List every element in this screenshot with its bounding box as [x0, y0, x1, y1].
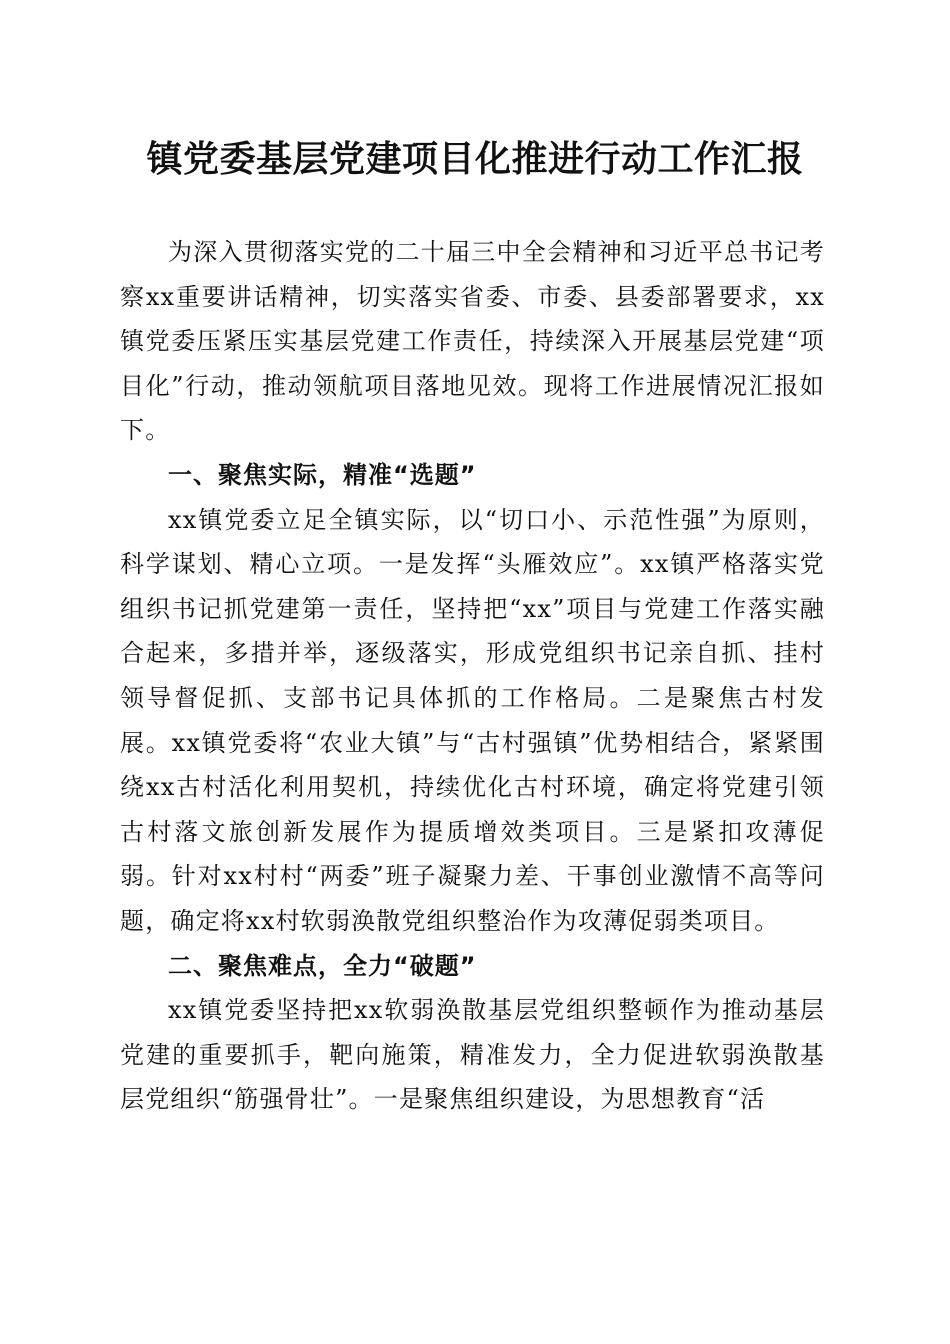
document-body: [120, 230, 825, 1122]
document-title: 镇党委基层党建项目化推进行动工作汇报: [146, 138, 804, 180]
section-heading-2: 二、聚焦难点，全力“破题”: [168, 951, 477, 980]
section-heading-1: 一、聚焦实际，精准“选题”: [168, 460, 477, 489]
section-paragraph-2: xx镇党委坚持把xx软弱涣散基层党组织整顿作为推动基层党建的重要抓手，靶向施策，精准发力，全力促进软弱涣散基层党组织“筋强骨壮”。一是聚焦组织建设，为思想教育“活: [120, 996, 825, 1114]
intro-paragraph: 为深入贯彻落实党的二十届三中全会精神和习近平总书记考察xx重要讲话精神，切实落实省委、市委、县委部署要求，xx镇党委压紧压实基层党建工作责任，持续深入开展基层党建“项目化”行动，推动领航项目落地见效。现将工作进展情况汇报如下。: [120, 238, 825, 445]
section-paragraph-1: xx镇党委立足全镇实际，以“切口小、示范性强”为原则，科学谋划、精心立项。一是发挥“头雁效应”。xx镇严格落实党组织书记抓党建第一责任，坚持把“xx”项目与党建工作落实融合起来，多措并举，逐级落实，形成党组织书记亲自抓、挂村领导督促抓、支部书记具体抓的工作格局。二是聚焦古村发展。xx镇党委将“农业大镇”与“古村强镇”优势相结合，紧紧围绕xx古村活化利用契机，持续优化古村环境，确定将党建引领古村落文旅创新发展作为提质增效类项目。三是紧扣攻薄促弱。针对xx村村“两委”班子凝聚力差、干事创业激情不高等问题，确定将xx村软弱涣散党组织整治作为攻薄促弱类项目。: [120, 505, 825, 935]
